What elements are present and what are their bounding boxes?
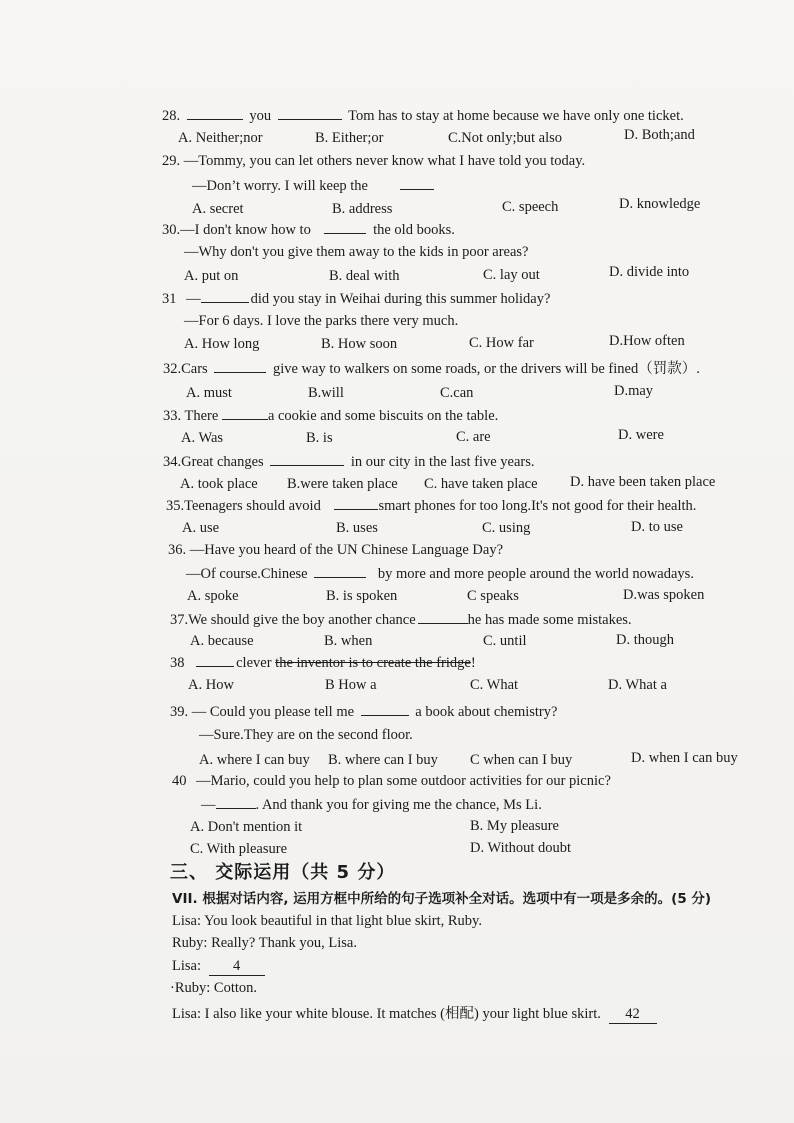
question-text: —For 6 days. I love the parks there very much.: [184, 313, 459, 329]
dialogue-text: Lisa:: [172, 958, 201, 974]
option-b: B. How soon: [321, 336, 398, 352]
answer-blank: [216, 795, 256, 809]
answer-blank: [201, 289, 249, 303]
option-d: D. Both;and: [624, 127, 695, 143]
dialogue-line: [172, 958, 265, 976]
question-number: 36.: [168, 542, 187, 558]
answer-blank: [314, 564, 366, 578]
question-text: —Mario, could you help to plan some outdoor activities for our picnic?: [196, 773, 611, 789]
option-c: C when can I buy: [470, 752, 573, 768]
option-c: C.can: [440, 385, 474, 401]
answer-blank: [400, 176, 434, 190]
answer-blank: [361, 702, 409, 716]
option-c: C. until: [483, 633, 527, 649]
question-text: smart phones for too long.It's not good for their health.: [378, 498, 697, 514]
option-b: B. uses: [336, 520, 378, 536]
question-text: —Don’t worry. I will keep the: [192, 178, 368, 194]
option-d: D.was spoken: [623, 587, 705, 603]
question-text: . And thank you for giving me the chance, Ms Li.: [255, 797, 542, 813]
option-a: A. How long: [184, 336, 260, 352]
option-c: C. have taken place: [424, 476, 538, 492]
question-text: the old books.: [373, 222, 455, 238]
option-a: A. because: [190, 633, 254, 649]
option-a: A. secret: [192, 201, 244, 217]
question-text: clever: [236, 655, 272, 671]
option-d: D. have been taken place: [570, 474, 716, 490]
option-d: D. though: [616, 632, 674, 648]
option-c: C. lay out: [483, 267, 540, 283]
option-b: B.will: [308, 385, 344, 401]
option-d: D.may: [614, 383, 654, 399]
question-text: —: [201, 797, 216, 813]
question-text: Great changes: [181, 454, 264, 470]
dialogue-text: Lisa: You look beautiful in that light blue skirt, Ruby.: [172, 913, 482, 929]
option-c: C. With pleasure: [190, 841, 288, 857]
dialogue-text: Ruby: Really? Thank you, Lisa.: [172, 935, 357, 951]
option-d: D. Without doubt: [470, 840, 572, 856]
question-text: —Of course.Chinese: [186, 566, 308, 582]
answer-blank: [278, 106, 342, 120]
option-b: B. when: [324, 633, 373, 649]
dialogue-text: ·Ruby: Cotton.: [170, 980, 258, 996]
answer-blank: [196, 653, 234, 667]
option-a: A. spoke: [187, 588, 239, 604]
option-d: D. to use: [631, 519, 683, 535]
option-b: B. where can I buy: [328, 752, 438, 768]
question-text: —Have you heard of the UN Chinese Language Day?: [189, 542, 504, 558]
question-text: —Tommy, you can let others never know what I have told you today.: [183, 153, 586, 169]
question-number: 38: [170, 655, 185, 671]
question-number: 31: [162, 291, 177, 307]
option-a: A. Was: [181, 430, 224, 446]
option-c: C.Not only;but also: [448, 130, 562, 146]
question-number: 33.: [163, 408, 182, 424]
question-text: Cars: [181, 361, 208, 377]
answer-number: 42: [609, 1006, 657, 1024]
option-c: C. using: [482, 520, 531, 536]
question-text: — Could you please tell me: [191, 704, 355, 720]
option-b: B How a: [325, 677, 377, 693]
option-d: D. were: [618, 427, 664, 443]
question-number: 37.: [170, 612, 189, 628]
question-text: We should give the boy another chance: [188, 612, 416, 628]
option-c: C. speech: [502, 199, 559, 215]
question-text: in our city in the last five years.: [350, 454, 535, 470]
question-number: 34.: [163, 454, 182, 470]
answer-blank: [334, 496, 378, 510]
struck-text: the inventor is to create the fridge: [275, 655, 471, 671]
question-number: 29.: [162, 153, 181, 169]
option-b: B. is spoken: [326, 588, 398, 604]
option-b: B. My pleasure: [470, 818, 559, 834]
option-a: A. use: [182, 520, 220, 536]
question-text: a book about chemistry?: [415, 704, 558, 720]
question-text: —: [186, 291, 201, 307]
option-c: C. How far: [469, 335, 534, 351]
dialogue-line: [172, 935, 357, 952]
option-d: D.How often: [609, 333, 685, 349]
question-number: 30.: [162, 222, 181, 238]
option-b: B. address: [332, 201, 393, 217]
option-c: C. are: [456, 429, 491, 445]
question-text: —I don't know how to: [180, 222, 311, 238]
answer-blank: [324, 220, 366, 234]
question-text: !: [470, 655, 476, 671]
dialogue-line: [172, 1002, 657, 1024]
dialogue-text: Lisa: I also like your white blouse. It matches (相配) your light blue skirt.: [172, 1006, 601, 1022]
option-b: B. is: [306, 430, 333, 446]
answer-blank: [418, 610, 468, 624]
option-b: B.were taken place: [287, 476, 398, 492]
option-a: A. Neither;nor: [178, 130, 263, 146]
option-d: D. divide into: [609, 264, 690, 280]
section-instruction: VII. 根据对话内容, 运用方框中所给的句子选项补全对话。选项中有一项是多余的。(5 分): [172, 891, 712, 907]
question-number: 32.: [163, 361, 182, 377]
option-d: D. when I can buy: [631, 750, 738, 766]
option-a: A. where I can buy: [199, 752, 310, 768]
option-d: D. What a: [608, 677, 667, 693]
question-text: Tom has to stay at home because we have only one ticket.: [348, 108, 684, 124]
dialogue-line: [170, 980, 257, 997]
option-b: B. Either;or: [315, 130, 384, 146]
option-a: A. How: [188, 677, 234, 693]
answer-blank: [222, 406, 268, 420]
question-number: 40: [172, 773, 187, 789]
question-text: by more and more people around the world nowadays.: [377, 566, 694, 582]
option-a: A. must: [186, 385, 232, 401]
question-text: you: [249, 108, 272, 124]
question-text: There: [184, 408, 219, 424]
question-text: —Sure.They are on the second floor.: [199, 727, 413, 743]
answer-blank: [187, 106, 243, 120]
option-b: B. deal with: [329, 268, 400, 284]
question-number: 28.: [162, 108, 181, 124]
answer-blank: [214, 359, 266, 373]
answer-number: 4: [209, 958, 265, 976]
question-text: did you stay in Weihai during this summer holiday?: [250, 291, 551, 307]
option-c: C. What: [470, 677, 519, 693]
question-number: 39.: [170, 704, 189, 720]
option-a: A. put on: [184, 268, 239, 284]
dialogue-line: [172, 913, 482, 930]
question-text: a cookie and some biscuits on the table.: [267, 408, 499, 424]
option-a: A. took place: [180, 476, 258, 492]
question-text: Teenagers should avoid: [184, 498, 321, 514]
question-text: —Why don't you give them away to the kids in poor areas?: [184, 244, 529, 260]
section-title: 三、 交际运用（共 5 分）: [170, 862, 396, 883]
answer-blank: [270, 452, 344, 466]
question-text: give way to walkers on some roads, or the drivers will be fined（罚款）.: [272, 361, 700, 377]
question-number: 35.: [166, 498, 185, 514]
option-d: D. knowledge: [619, 196, 701, 212]
question-text: he has made some mistakes.: [467, 612, 632, 628]
option-c: C speaks: [467, 588, 519, 604]
option-a: A. Don't mention it: [190, 819, 303, 835]
